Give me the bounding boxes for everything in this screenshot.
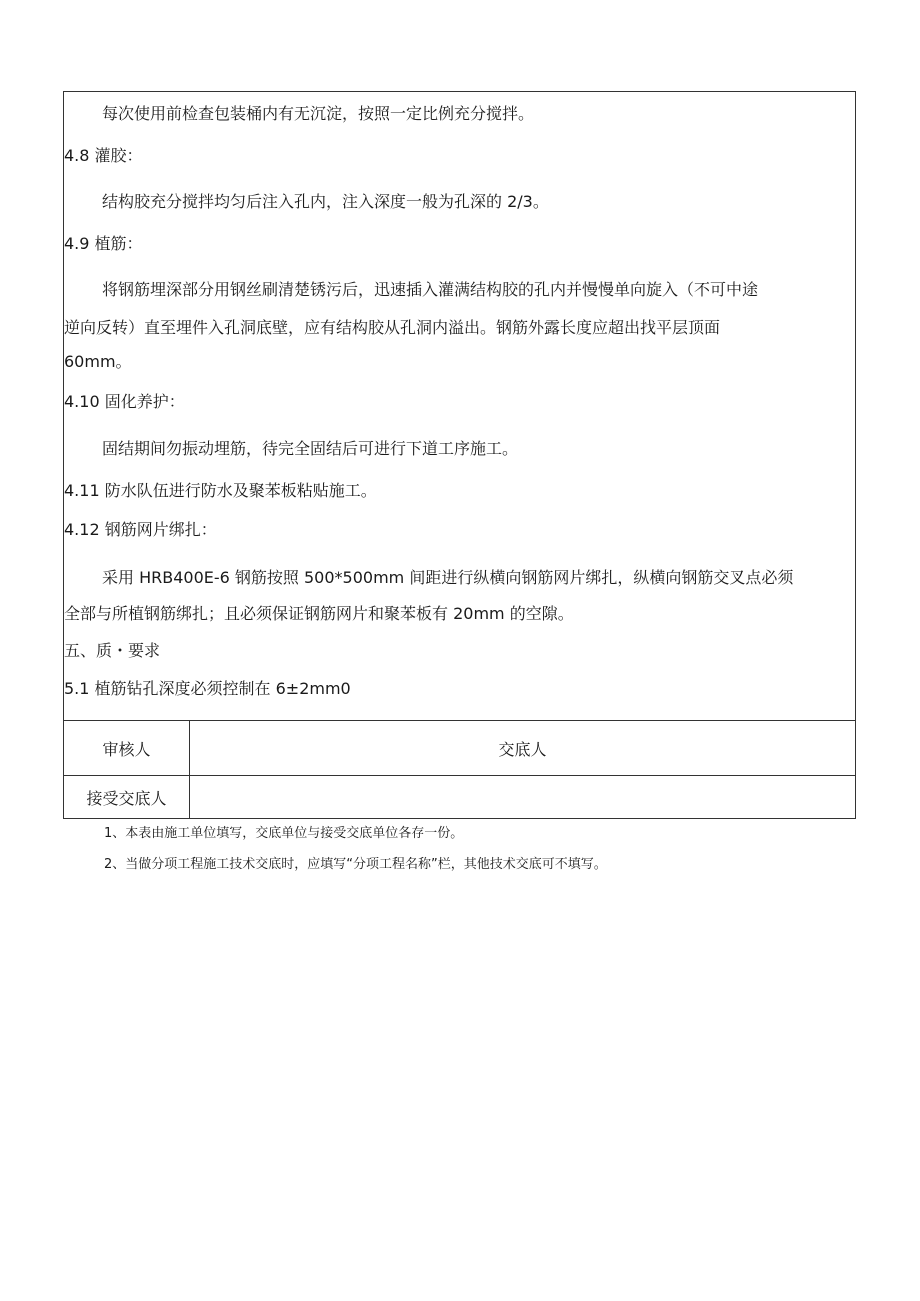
reviewer-label: 审核人 (64, 721, 190, 775)
disclosure-form (63, 91, 856, 819)
text-line-6: 固结期间勿振动埋筋，待完全固结后可进行下道工序施工。 (102, 439, 519, 458)
note-1: 1、本表由施工单位填写，交底单位与接受交底单位各存一份。 (104, 826, 464, 841)
text-line-2: 结构胶充分搅拌均匀后注入孔内，注入深度一般为孔深的 2/3。 (102, 192, 549, 211)
signature-row-reviewer (64, 721, 855, 776)
receiver-label: 接受交底人 (64, 776, 190, 819)
section-5-heading: 五、质・要求 (64, 641, 161, 660)
form-content (64, 92, 855, 720)
text-line-5: 60mm。 (64, 352, 132, 371)
text-line-4: 逆向反转）直至埋件入孔洞底壁，应有结构胶从孔洞内溢出。钢筋外露长度应超出找平层顶面 (64, 318, 721, 337)
heading-5-1: 5.1 植筋钻孔深度必须控制在 6±2mm0 (64, 679, 351, 698)
heading-4-11: 4.11 防水队伍进行防水及聚苯板粘贴施工。 (64, 481, 377, 500)
signature-table (64, 720, 855, 819)
heading-4-10: 4.10 固化养护： (64, 392, 185, 411)
text-line-3: 将钢筋埋深部分用钢丝刷清楚锈污后，迅速插入灌满结构胶的孔内并慢慢单向旋入（不可中途 (102, 280, 759, 299)
heading-4-8: 4.8 灌胶： (64, 146, 143, 165)
heading-4-9: 4.9 植筋： (64, 234, 143, 253)
discloser-label: 交底人 (498, 739, 547, 759)
heading-4-12: 4.12 钢筋网片绑扎： (64, 520, 217, 539)
text-line-7: 采用 HRB400E-6 钢筋按照 500*500mm 间距进行纵横向钢筋网片绑扎，纵横向钢筋交叉点必须 (102, 568, 794, 587)
signature-row-receiver (64, 776, 855, 819)
note-2: 2、当做分项工程施工技术交底时，应填写“分项工程名称”栏，其他技术交底可不填写。 (104, 857, 607, 872)
text-line-1: 每次使用前检查包装桶内有无沉淀，按照一定比例充分搅拌。 (102, 104, 535, 123)
text-line-8: 全部与所植钢筋绑扎；且必须保证钢筋网片和聚苯板有 20mm 的空隙。 (64, 604, 574, 623)
receiver-signature-field[interactable] (190, 776, 855, 819)
